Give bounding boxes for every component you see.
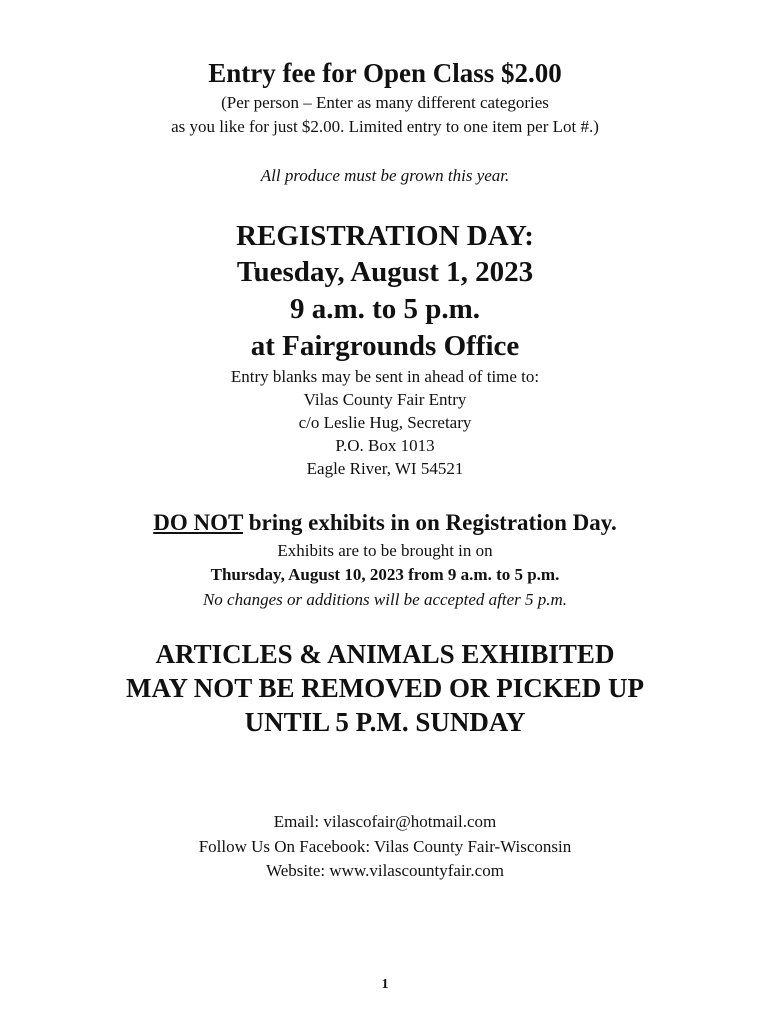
exhibit-warning bbox=[0, 511, 770, 534]
removal-line-2: MAY NOT BE REMOVED OR PICKED UP bbox=[125, 673, 645, 703]
removal-line-3: UNTIL 5 P.M. SUNDAY bbox=[244, 707, 526, 737]
do-not-emphasis: DO NOT bbox=[153, 510, 243, 535]
exhibits-brought-in: Exhibits are to be brought in on bbox=[277, 541, 493, 560]
exhibit-warning-rest: bring exhibits in on Registration Day. bbox=[242, 510, 617, 535]
entry-fee-note-line-2: as you like for just $2.00. Limited entry to one item per Lot #.) bbox=[171, 117, 599, 136]
address-line: c/o Leslie Hug, Secretary bbox=[298, 413, 472, 432]
produce-note: All produce must be grown this year. bbox=[260, 166, 510, 185]
registration-heading: REGISTRATION DAY: bbox=[236, 220, 534, 252]
exhibits-bring-date: Thursday, August 10, 2023 from 9 a.m. to 5 p.m. bbox=[210, 565, 560, 584]
registration-place: at Fairgrounds Office bbox=[250, 330, 520, 362]
contact-email: Email: vilascofair@hotmail.com bbox=[273, 812, 497, 831]
address-line: P.O. Box 1013 bbox=[335, 436, 435, 455]
registration-time: 9 a.m. to 5 p.m. bbox=[289, 293, 481, 325]
contact-facebook: Follow Us On Facebook: Vilas County Fair-Wisconsin bbox=[198, 837, 572, 856]
address-line: Eagle River, WI 54521 bbox=[306, 459, 464, 478]
removal-line-1: ARTICLES & ANIMALS EXHIBITED bbox=[155, 639, 615, 669]
entry-fee-note-line-1: (Per person – Enter as many different categories bbox=[221, 93, 549, 112]
registration-date: Tuesday, August 1, 2023 bbox=[236, 256, 534, 288]
entry-fee-title: Entry fee for Open Class $2.00 bbox=[208, 58, 562, 88]
page-number: 1 bbox=[381, 977, 389, 992]
mail-intro: Entry blanks may be sent in ahead of time to: bbox=[230, 367, 540, 386]
contact-website: Website: www.vilascountyfair.com bbox=[266, 861, 504, 880]
address-line: Vilas County Fair Entry bbox=[303, 390, 467, 409]
no-changes-note: No changes or additions will be accepted after 5 p.m. bbox=[202, 590, 568, 609]
